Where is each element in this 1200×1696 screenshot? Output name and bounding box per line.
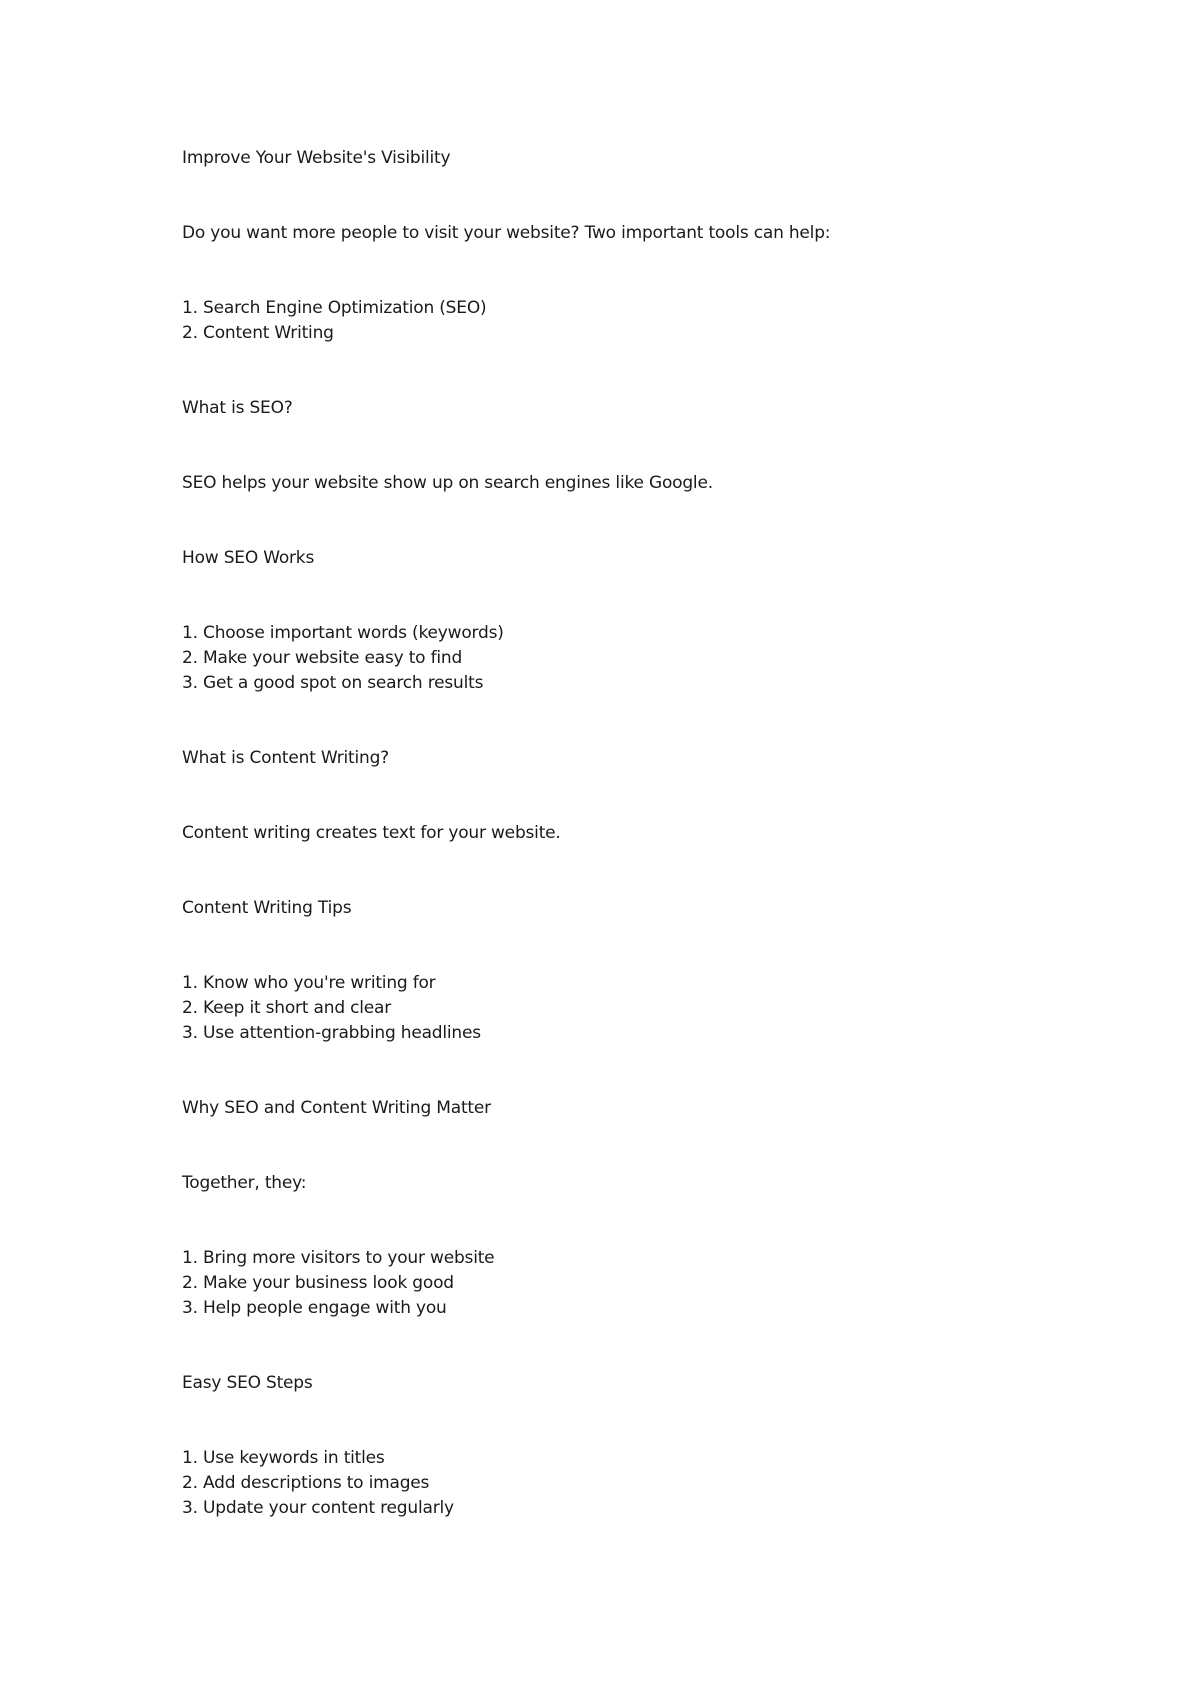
spacer bbox=[182, 1196, 1080, 1221]
section-heading: How SEO Works bbox=[182, 548, 315, 568]
paragraph: Together, they: bbox=[182, 1173, 307, 1193]
section-heading: What is Content Writing? bbox=[182, 748, 390, 768]
spacer bbox=[182, 1046, 1080, 1071]
spacer bbox=[182, 771, 1080, 796]
list-item: 1. Know who you're writing for bbox=[182, 973, 436, 993]
paragraph: SEO helps your website show up on search engines like Google. bbox=[182, 473, 713, 493]
spacer bbox=[182, 871, 1080, 896]
spacer bbox=[182, 196, 1080, 221]
spacer bbox=[182, 721, 1080, 746]
spacer bbox=[182, 1396, 1080, 1421]
spacer bbox=[182, 921, 1080, 946]
spacer bbox=[182, 946, 1080, 971]
spacer bbox=[182, 1121, 1080, 1146]
document-title: Improve Your Website's Visibility bbox=[182, 148, 451, 168]
section-heading: Easy SEO Steps bbox=[182, 1373, 313, 1393]
list-item: 3. Help people engage with you bbox=[182, 1298, 447, 1318]
spacer bbox=[182, 1346, 1080, 1371]
spacer bbox=[182, 171, 1080, 196]
spacer bbox=[182, 596, 1080, 621]
spacer bbox=[182, 571, 1080, 596]
intro-text: Do you want more people to visit your website? Two important tools can help: bbox=[182, 223, 831, 243]
list-item: 2. Keep it short and clear bbox=[182, 998, 392, 1018]
section-heading: Content Writing Tips bbox=[182, 898, 352, 918]
list-item: 1. Use keywords in titles bbox=[182, 1448, 385, 1468]
spacer bbox=[182, 1146, 1080, 1171]
spacer bbox=[182, 1421, 1080, 1446]
list-item: 3. Get a good spot on search results bbox=[182, 673, 484, 693]
list-item: 2. Make your business look good bbox=[182, 1273, 454, 1293]
paragraph: Content writing creates text for your website. bbox=[182, 823, 561, 843]
list-item: 1. Choose important words (keywords) bbox=[182, 623, 504, 643]
list-item: 1. Search Engine Optimization (SEO) bbox=[182, 298, 487, 318]
spacer bbox=[182, 421, 1080, 446]
spacer bbox=[182, 696, 1080, 721]
list-item: 2. Add descriptions to images bbox=[182, 1473, 430, 1493]
spacer bbox=[182, 371, 1080, 396]
spacer bbox=[182, 271, 1080, 296]
list-item: 2. Content Writing bbox=[182, 323, 334, 343]
list-item: 1. Bring more visitors to your website bbox=[182, 1248, 495, 1268]
spacer bbox=[182, 1221, 1080, 1246]
list-item: 2. Make your website easy to find bbox=[182, 648, 463, 668]
list-item: 3. Update your content regularly bbox=[182, 1498, 454, 1518]
section-heading: Why SEO and Content Writing Matter bbox=[182, 1098, 491, 1118]
spacer bbox=[182, 1071, 1080, 1096]
spacer bbox=[182, 796, 1080, 821]
spacer bbox=[182, 846, 1080, 871]
section-heading: What is SEO? bbox=[182, 398, 293, 418]
spacer bbox=[182, 521, 1080, 546]
spacer bbox=[182, 496, 1080, 521]
list-item: 3. Use attention-grabbing headlines bbox=[182, 1023, 481, 1043]
spacer bbox=[182, 1321, 1080, 1346]
spacer bbox=[182, 446, 1080, 471]
spacer bbox=[182, 246, 1080, 271]
spacer bbox=[182, 346, 1080, 371]
